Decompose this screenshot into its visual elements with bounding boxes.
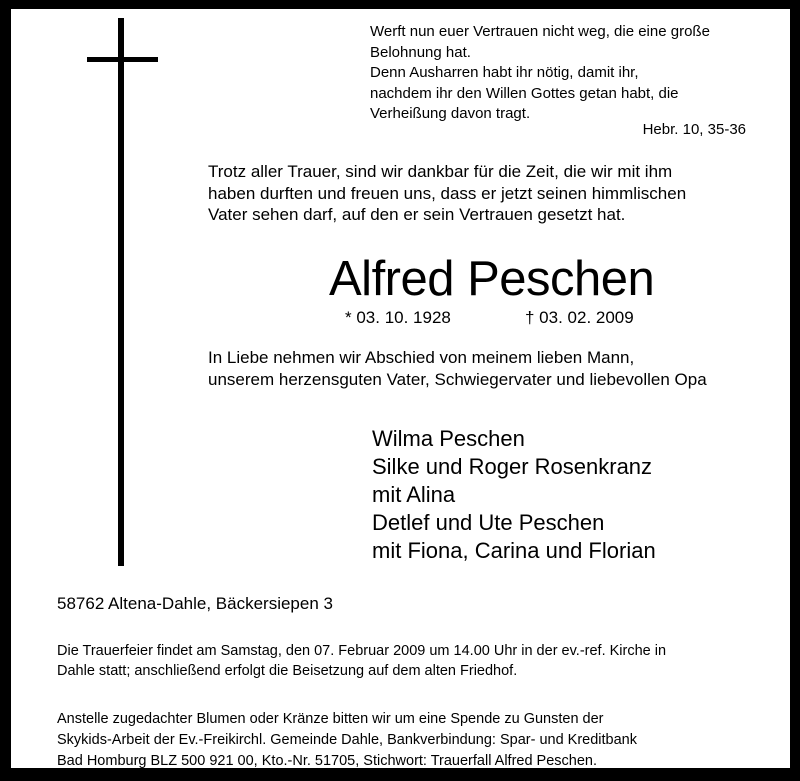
cross-vertical-bar [118,18,124,566]
quote-line: Verheißung davon tragt. [370,105,531,122]
obituary-notice [11,9,790,768]
family-member: Silke und Roger Rosenkranz [372,454,653,479]
farewell-line: unserem herzensguten Vater, Schwiegervater und liebevollen Opa [208,370,707,389]
family-member: Wilma Peschen [372,426,525,451]
death-date: † 03. 02. 2009 [525,308,634,327]
family-member: mit Fiona, Carina und Florian [372,538,656,563]
family-member: mit Alina [372,482,456,507]
cross-horizontal-bar [87,57,158,62]
intro-line: Trotz aller Trauer, sind wir dankbar für die Zeit, die wir mit ihm [208,162,673,181]
deceased-name: Alfred Peschen [329,252,655,306]
intro-line: Vater sehen darf, auf den er sein Vertrauen gesetzt hat. [208,205,626,224]
intro-text [208,161,686,226]
quote-line: Denn Ausharren habt ihr nötig, damit ihr, [370,64,639,81]
family-list [372,425,656,565]
bible-quote [370,22,710,125]
donation-info [57,709,637,772]
quote-line: Werft nun euer Vertrauen nicht weg, die eine große [370,23,710,40]
quote-line: Belohnung hat. [370,43,471,61]
donation-line: Skykids-Arbeit der Ev.-Freikirchl. Gemeinde Dahle, Bankverbindung: Spar- und Kreditbank [57,732,637,748]
funeral-line: Dahle statt; anschließend erfolgt die Beisetzung auf dem alten Friedhof. [57,663,518,679]
intro-line: haben durften und freuen uns, dass er jetzt seinen himmlischen [208,183,687,203]
farewell-text [208,347,707,391]
farewell-line: In Liebe nehmen wir Abschied von meinem lieben Mann, [208,348,635,367]
quote-reference: Hebr. 10, 35-36 [642,121,746,138]
donation-line: Anstelle zugedachter Blumen oder Kränze bitten wir um eine Spende zu Gunsten der [57,711,604,727]
funeral-info [57,641,666,681]
quote-line: nachdem ihr den Willen Gottes getan habt, die [370,84,679,102]
address: 58762 Altena-Dahle, Bäckersiepen 3 [57,594,333,613]
funeral-line: Die Trauerfeier findet am Samstag, den 07. Februar 2009 um 14.00 Uhr in der ev.-ref. Kirche in [57,643,667,659]
family-member: Detlef und Ute Peschen [372,510,605,535]
donation-line: Bad Homburg BLZ 500 921 00, Kto.-Nr. 51705, Stichwort: Trauerfall Alfred Peschen. [57,753,598,769]
birth-date: * 03. 10. 1928 [345,308,451,327]
